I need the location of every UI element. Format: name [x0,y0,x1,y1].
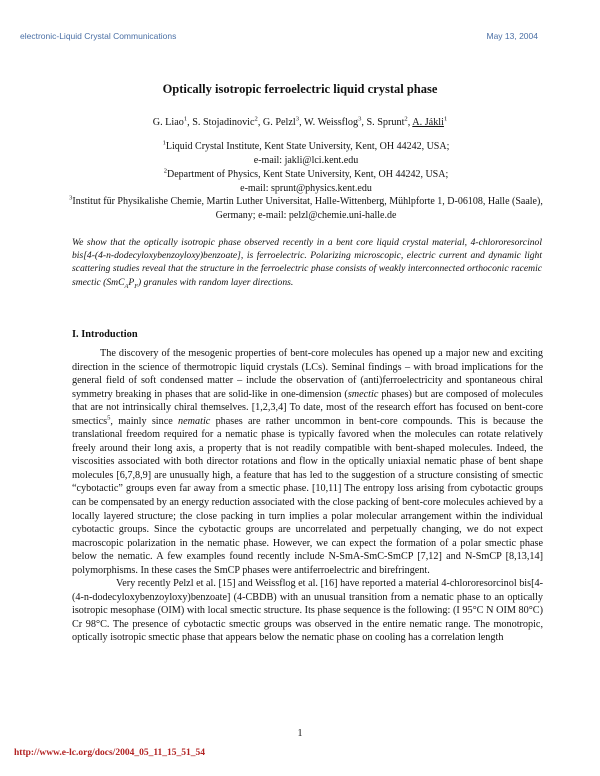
email-1: e-mail: jakli@lci.kent.edu [253,154,359,166]
header-date: May 13, 2004 [486,31,538,41]
author-list [0,117,600,128]
section-heading: I. Introduction [72,329,138,340]
author: S. Sprunt$^2$, [366,115,413,128]
page-number: 1 [297,728,303,739]
affiliation-3: $^3$Institut für Physikalishe Chemie, Martin Luther Universitat, Halle-Wittenberg, Mühlpforte 1, D-06108, Halle (Saale), Germany; e-mail: pelzl@chemie.uni-halle.de [69,194,543,221]
author: S. Stojadinovic$^2$, [192,115,263,128]
affiliation-1: $^1$Liquid Crystal Institute, Kent State University, Kent, OH 44242, USA; e-mail: jakli@lci.kent.edu [162,139,450,166]
affiliation-2: $^2$Department of Physics, Kent State University, Kent, OH 44242, USA; e-mail: sprunt@physics.kent.edu [163,167,449,194]
paper-title: Optically isotropic ferroelectric liquid crystal phase [162,82,438,96]
author: W. Weissflog$^3$, [303,115,367,128]
footer-url-link[interactable]: http://www.e-lc.org/docs/2004_05_11_15_51_54 [14,748,206,758]
author: G. Liao$^1$, [152,115,193,128]
journal-header: electronic-Liquid Crystal Communications [20,31,177,41]
author-corresponding: A. Jákli$^1$ [412,115,448,128]
paragraph-1: The discovery of the mesogenic properties of bent-core molecules has opened up a major new and exciting direction in the science of thermotropic liquid crystals (LCs). Seminal findings – with broad implications for the general field of soft condensed matter – include the observation of (anti)ferroelectricity and spontaneous chiral symmetry breaking in phases that are solid-like in one-dimension (smectic phases) but are composed of molecules that are not intrinsically chiral themselves. [1,2,3,4] To date, most of the research effort has focused on bent-core smectics$^5$, mainly since nematic phases are rather uncommon in bent-core compounds. This is because the translational freedom required for a nematic phase is typically favored when the molecules can rotate relatively freely around their long axis, a property that is not readily compatible with bent-shaped molecules. Indeed, the viscosities associated with both director rotations and flow in the optically uniaxial nematic phase of bent shape molecules [6,7,8,9] are unusually high, a feature that has led to the suggestion of a structure consisting of smectic “cybotactic” groups even far away from a smectic phase. [10,11] The entropy loss arising from cybotactic groups can be compensated by an energy reduction associated with the close packing of bent-core molecules achieved by a locally layered structure; the close packing in turn implies a polar molecular arrangement within the individual cybotactic groups. Since the cybotactic groups are uncorrelated and perpetually changing, we do not expect macroscopic polarization in the nematic phase. However, we can expect the formation of a polar smectic phase below the nematic. A few examples found recently include N-SmA-SmC-SmCP [7,12] and N-SmCP [8,13,14] polymorphisms. In these cases the SmCP phases were antiferroelectric and birefringent. [72,348,543,576]
paragraph-2: Very recently Pelzl et al. [15] and Weissflog et al. [16] have reported a material 4-chlororesorcinol bis[4-(4-n-dodecyloxybenzoyloxy)benzoate] (4-CBDB) with an unusual transition from a nematic phase to an optically isotropic mesophase (OIM) with local smectic structure. Its phase sequence is the following: (I 95°C N OIM 80°C) Cr 98°C. The presence of cybotactic smectic groups was observed in the entire nematic range. The monotropic, optically isotropic smectic phase that appears below the nematic phase on cooling has a correlation length [72,578,543,644]
author: G. Pelzl$^3$, [262,115,304,128]
body-text [72,347,543,645]
email-2: e-mail: sprunt@physics.kent.edu [240,182,372,194]
abstract: We show that the optically isotropic phase observed recently in a bent core liquid crystal material, 4-chlororesorcinol bis[4-(4-n-dodecyloxybenzoyloxy)benzoate], is ferroelectric. Polarizing microscopic, electric current and dynamic light scattering studies reveal that the structure in the ferroelectric phase consists of weakly interconnected orthoconic racemic smectic $(SmC_AP_F)$ granules with random layer directions. [72,237,542,290]
